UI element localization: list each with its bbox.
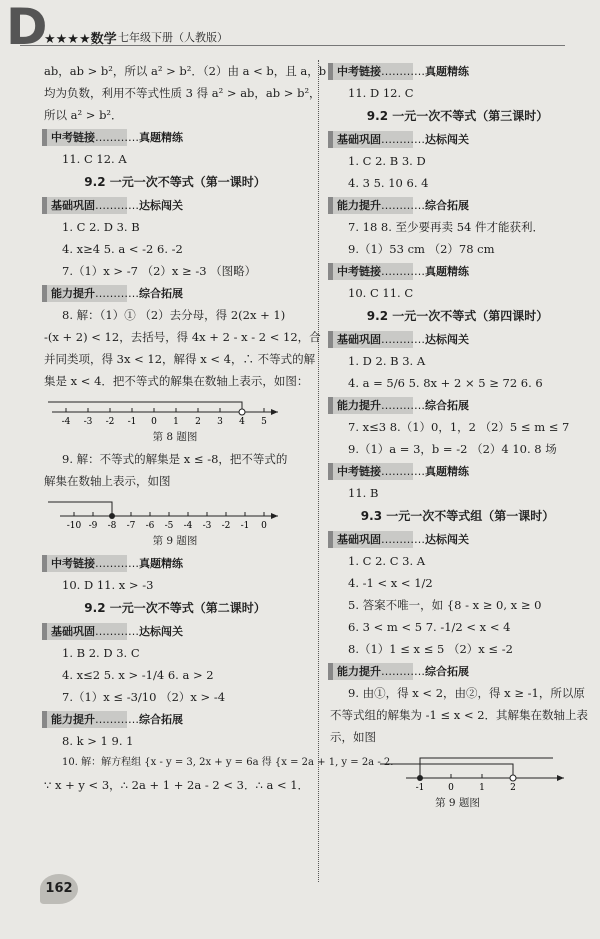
bar-dots: ………… [381,333,425,346]
bar-label: 基础巩固 [337,133,381,146]
bar-dots: ………… [95,625,139,638]
ray-from-minus-one [420,758,553,778]
tick-label: -7 [126,521,136,530]
solution-region [48,502,112,516]
logo-letter: D [6,0,48,56]
answer-line: 10. D 11. x > -3 [62,578,154,592]
answer-line: 5. 答案不唯一，如 {8 - x ≥ 0, x ≥ 0 [348,598,542,612]
section-bar-nengli [328,397,585,414]
section-bar-zhongkao [328,63,585,80]
tick-label: 0 [261,521,267,530]
bar-tail: 达标闯关 [425,533,469,546]
bar-dots: ………… [381,65,425,78]
bar-dots: ………… [381,533,425,546]
page-number: 162 [40,874,78,904]
section-bar-jichu [42,623,306,640]
closed-dot [109,513,115,519]
bar-label: 基础巩固 [337,533,381,546]
bar-label: 能力提升 [337,665,381,678]
text-line: 均为负数，利用不等式性质 3 得 a² > ab，ab > b²， [44,86,321,100]
section-bar-nengli [42,711,306,728]
bar-tail: 真题精练 [139,131,183,144]
tick-label: 2 [510,783,516,792]
bar-tail: 真题精练 [425,465,469,478]
tick-label: -3 [83,417,93,426]
axis-arrow [557,775,564,781]
bar-dots: ………… [95,557,139,570]
answer-line: 4. x≥4 5. a < -2 6. -2 [62,242,183,256]
section-heading: 9.3 一元一次不等式组（第一课时） [360,509,555,523]
bar-tail: 达标闯关 [139,625,183,638]
section-bar-zhongkao [42,129,306,146]
bar-label: 基础巩固 [51,625,95,638]
bar-tail: 综合拓展 [425,199,469,212]
ray-to-two [380,764,513,778]
answer-line: 解集在数轴上表示，如图 [44,474,171,488]
section-heading: 9.2 一元一次不等式（第三课时） [366,109,549,123]
answer-line: ∵ x + y < 3，∴ 2a + 1 + 2a - 2 < 3．∴ a < 1． [44,778,310,792]
text-line: 所以 a² > b²． [44,108,123,122]
answer-line: 6. 3 < m < 5 7. -1/2 < x < 4 [348,620,511,634]
section-bar-jichu [328,331,585,348]
axis-arrow [271,513,278,519]
tick-label: 4 [239,417,245,426]
section-bar-zhongkao [42,555,306,572]
tick-label: -10 [66,521,82,530]
bar-label: 基础巩固 [337,333,381,346]
answer-line: 11. D 12. C [348,86,414,100]
bar-dots: ………… [95,713,139,726]
section-bar-jichu [328,131,585,148]
section-bar-nengli [42,285,306,302]
bar-label: 中考链接 [51,131,95,144]
tick-label: -3 [202,521,212,530]
right-column [330,60,589,814]
answer-line: 8. 解：（1）① （2）去分母，得 2(2x + 1) [62,308,286,322]
section-bar-zhongkao [328,263,585,280]
bar-tail: 真题精练 [425,65,469,78]
answer-line: 7.（1）x > -7 （2）x ≥ -3 （图略） [62,264,257,278]
answer-line: 4. -1 < x < 1/2 [348,576,433,590]
axis-arrow [271,409,278,415]
answer-line: 4. x≤2 5. x > -1/4 6. a > 2 [62,668,214,682]
bar-tail: 综合拓展 [139,713,183,726]
tick-label: 0 [151,417,157,426]
bar-label: 能力提升 [51,287,95,300]
tick-label: 1 [479,783,485,792]
answer-line: 7. x≤3 8.（1）0，1，2 （2）5 ≤ m ≤ 7 [348,420,570,434]
bar-dots: ………… [381,399,425,412]
bar-tail: 真题精练 [425,265,469,278]
bar-dots: ………… [381,465,425,478]
tick-label: -9 [88,521,98,530]
bar-label: 中考链接 [51,557,95,570]
answer-line: 7. 18 8. 至少要再卖 54 件才能获利． [348,220,544,234]
number-line-fig9-right [330,748,570,792]
bar-label: 能力提升 [337,399,381,412]
tick-label: -1 [127,417,137,426]
tick-label: 2 [195,417,201,426]
bar-tail: 真题精练 [139,557,183,570]
answer-line: 1. C 2. D 3. B [62,220,140,234]
answer-line: 9.（1）53 cm （2）78 cm [348,242,495,256]
answer-line: -(x + 2) < 12，去括号，得 4x + 2 - x - 2 < 12，合 [44,330,321,344]
answer-line: 1. B 2. D 3. C [62,646,140,660]
answer-line: 11. C 12. A [62,152,127,166]
answer-line: 9. 由①，得 x < 2，由②，得 x ≥ -1，所以原 [348,686,585,700]
tick-label: -1 [240,521,250,530]
page-header [0,0,600,58]
section-bar-nengli [328,197,585,214]
number-line-fig9 [44,492,284,530]
figure-caption: 第 9 题图 [152,535,198,547]
section-bar-jichu [328,531,585,548]
answer-line: 1. C 2. B 3. D [348,154,426,168]
section-bar-jichu [42,197,306,214]
tick-label: -2 [221,521,231,530]
tick-label: -4 [61,417,71,426]
bar-tail: 达标闯关 [425,333,469,346]
bar-dots: ………… [381,265,425,278]
answer-line: 1. C 2. C 3. A [348,554,426,568]
text-line: ab，ab > b²，所以 a² > b²．（2）由 a < b，且 a，b [44,64,327,78]
answer-line: 8.（1）1 ≤ x ≤ 5 （2）x ≤ -2 [348,642,513,656]
answer-line: 11. B [348,486,379,500]
bar-tail: 达标闯关 [139,199,183,212]
tick-label: 3 [217,417,223,426]
bar-tail: 综合拓展 [425,399,469,412]
bar-dots: ………… [381,665,425,678]
answer-line: 不等式组的解集为 -1 ≤ x < 2．其解集在数轴上表 [330,708,589,722]
tick-label: -2 [105,417,115,426]
bar-tail: 达标闯关 [425,133,469,146]
header-rule [20,45,565,46]
tick-label: 0 [448,783,454,792]
answer-line: 9. 解：不等式的解集是 x ≤ -8，把不等式的 [62,452,288,466]
number-line-fig8 [44,392,284,426]
bar-label: 中考链接 [337,465,381,478]
subject-title: ★★★★数学 [44,32,117,47]
section-bar-zhongkao [328,463,585,480]
book-subtitle: 七年级下册（人教版） [118,31,228,44]
answer-line: 1. D 2. B 3. A [348,354,426,368]
answer-line: 示，如图 [330,730,376,744]
bar-tail: 综合拓展 [425,665,469,678]
answer-line: 10. 解：解方程组 {x - y = 3, 2x + y = 6a 得 {x = 2a + 1, y = 2a - 2． [62,757,401,768]
tick-label: -6 [145,521,155,530]
section-bar-nengli [328,663,585,680]
section-heading: 9.2 一元一次不等式（第四课时） [366,309,549,323]
answer-line: 7.（1）x ≤ -3/10 （2）x > -4 [62,690,226,704]
section-heading: 9.2 一元一次不等式（第二课时） [84,601,266,615]
tick-label: -5 [164,521,174,530]
bar-dots: ………… [95,131,139,144]
section-heading: 9.2 一元一次不等式（第一课时） [84,175,266,189]
answer-line: 4. a = 5/6 5. 8x + 2 × 5 ≥ 72 6. 6 [348,376,543,390]
tick-label: -8 [107,521,117,530]
open-circle [239,409,245,415]
figure-caption: 第 9 题图 [435,797,480,809]
answer-line: 8. k > 1 9. 1 [62,734,134,748]
open-circle [510,775,516,781]
tick-label: -4 [183,521,193,530]
bar-dots: ………… [95,287,139,300]
answer-line: 集是 x < 4．把不等式的解集在数轴上表示，如图： [44,374,309,388]
bar-label: 能力提升 [337,199,381,212]
closed-dot [417,775,423,781]
bar-tail: 综合拓展 [139,287,183,300]
answer-line: 4. 3 5. 10 6. 4 [348,176,429,190]
bar-dots: ………… [381,199,425,212]
tick-label: 5 [261,417,267,426]
bar-label: 能力提升 [51,713,95,726]
bar-label: 中考链接 [337,265,381,278]
bar-label: 中考链接 [337,65,381,78]
answer-line: 9.（1）a = 3，b = -2 （2）4 10. 8 场 [348,442,557,456]
tick-label: 1 [173,417,179,426]
bar-dots: ………… [381,133,425,146]
bar-label: 基础巩固 [51,199,95,212]
answer-line: 并同类项，得 3x < 12，解得 x < 4，∴ 不等式的解 [44,352,316,366]
tick-label: -1 [415,783,425,792]
solution-region [48,402,242,412]
figure-caption: 第 8 题图 [152,431,198,443]
bar-dots: ………… [95,199,139,212]
answer-line: 10. C 11. C [348,286,414,300]
